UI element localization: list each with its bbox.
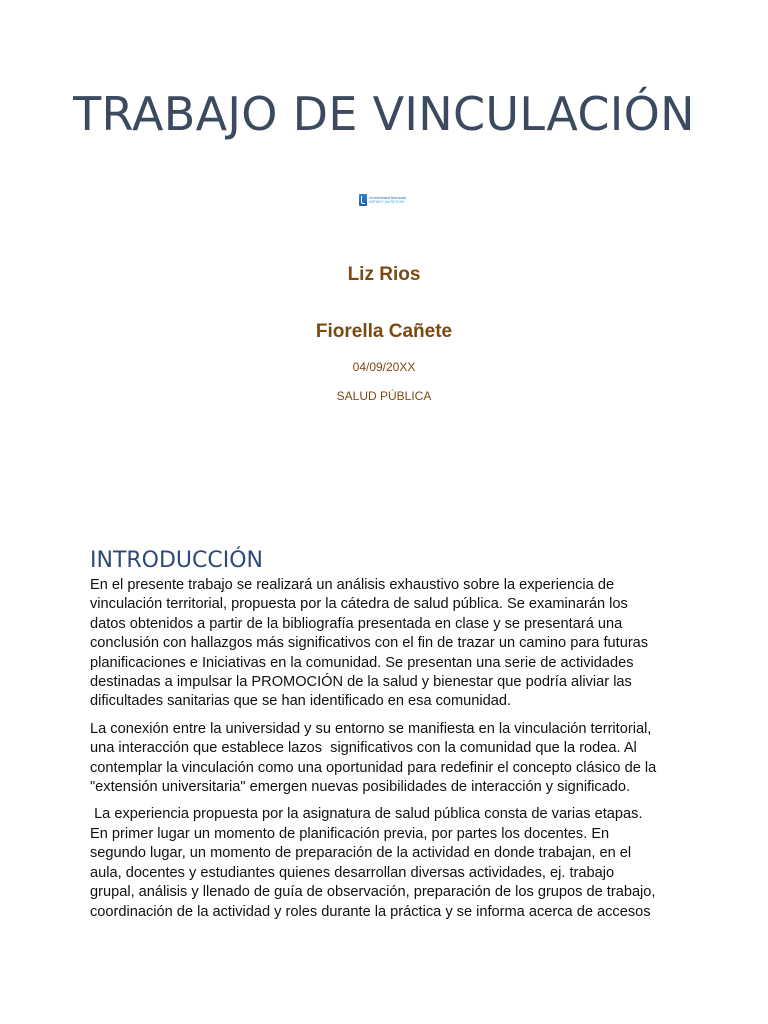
author-name: Fiorella Cañete: [315, 321, 453, 342]
paragraph: La conexión entre la universidad y su entorno se manifiesta en la vinculación territorial, una interacción que establece lazos significativos con la comunidad que la rodea. Al contemplar la vinculación como una oportunidad para redefinir el concepto clásico de la "extensión universitaria" emergen nuevas posibilidades de interacción y significado.: [90, 720, 657, 796]
author-name: Liz Rios: [347, 264, 421, 285]
document-date: 04/09/20XX: [352, 360, 416, 374]
paragraph: En el presente trabajo se realizará un análisis exhaustivo sobre la experiencia de vinculación territorial, propuesta por la cátedra de salud pública. Se examinarán los datos obtenidos a partir de la bibliografía presentada en clase y se presentará una conclusión con hallazgos más significativos con el fin de trazar un camino para futuras planificaciones e Iniciativas en la comunidad. Se presentan una serie de actividades destinadas a impulsar la PROMOCIÓN de la salud y bienestar que podría aliviar las dificultades sanitarias que se han identificado en esa comunidad.: [90, 577, 649, 710]
paragraph: La experiencia propuesta por la asignatura de salud pública consta de varias etapas. En primer lugar un momento de planificación previa, por partes los docentes. En segundo lugar, un momento de preparación de la actividad en donde trabajan, en el aula, docentes y estudiantes quienes desarrollan diversas actividades, ej. trabajo grupal, análisis y llenado de guía de observación, preparación de los grupos de trabajo, coordinación de la actividad y roles durante la práctica y se informa acerca de accesos: [90, 806, 656, 920]
course-name: SALUD PÚBLICA: [336, 389, 432, 403]
introduction-body: [90, 576, 686, 930]
university-logo-icon: [359, 194, 367, 206]
university-logo-text: [369, 196, 406, 204]
logo-line-2: ARTURO JAURETCHE: [369, 199, 405, 204]
logo-line-1: Universidad Nacional: [369, 195, 407, 200]
section-heading: INTRODUCCIÓN: [90, 548, 264, 573]
document-title: TRABAJO DE VINCULACIÓN: [73, 87, 695, 141]
university-logo: [359, 193, 411, 206]
